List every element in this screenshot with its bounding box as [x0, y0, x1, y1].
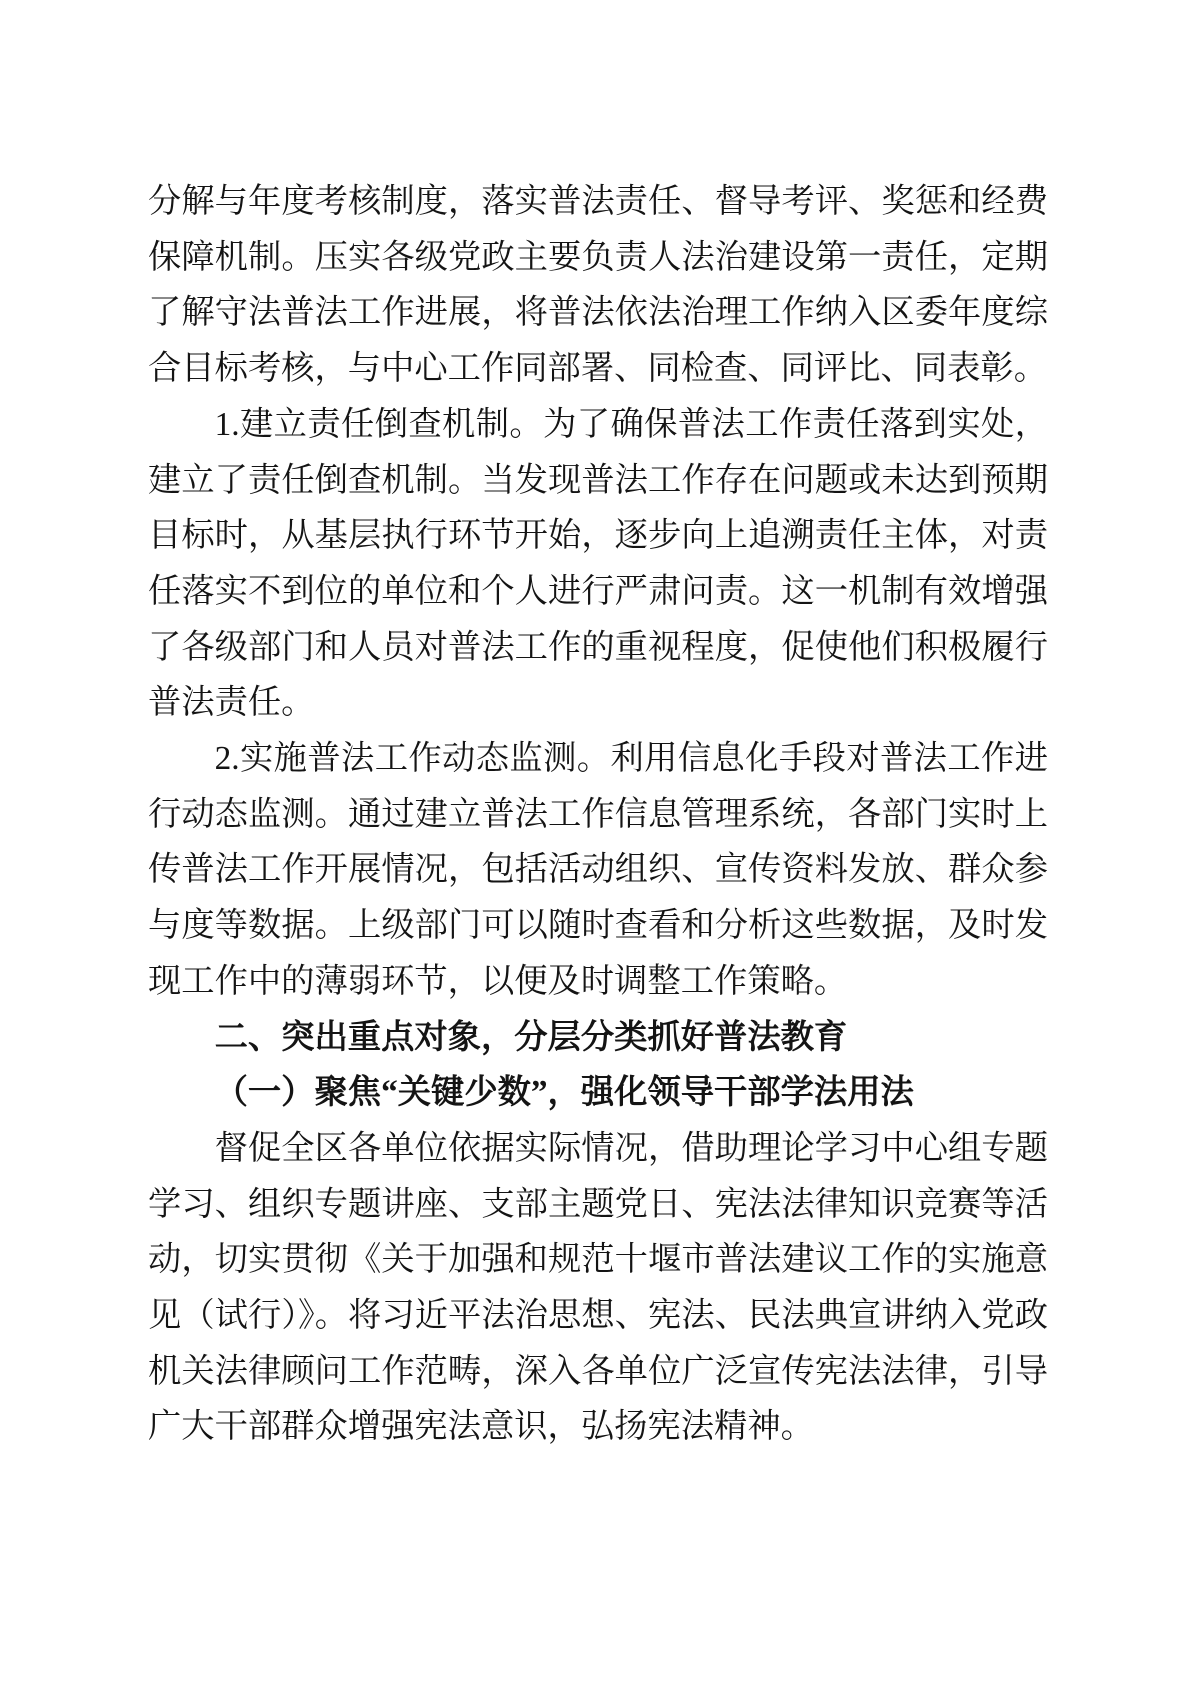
paragraph-continued-from-previous-page: 分解与年度考核制度，落实普法责任、督导考评、奖惩和经费保障机制。压实各级党政主要负责人法治建设第一责任，定期了解守法普法工作进展，将普法依法治理工作纳入区委年度综合目标考核，与中心工作同部署、同检查、同评比、同表彰。 — [148, 183, 1048, 388]
numbered-paragraph-2: 2.实施普法工作动态监测。利用信息化手段对普法工作进行动态监测。通过建立普法工作信息管理系统，各部门实时上传普法工作开展情况，包括活动组织、宣传资料发放、群众参与度等数据。上级部门可以随时查看和分析这些数据，及时发现工作中的薄弱环节，以便及时调整工作策略。 — [148, 740, 1048, 1000]
subsection-heading: （一）聚焦“关键少数”，强化领导干部学法用法 — [214, 1074, 914, 1112]
body-paragraph: 督促全区各单位依据实际情况，借助理论学习中心组专题学习、组织专题讲座、支部主题党日、宪法法律知识竞赛等活动，切实贯彻《关于加强和规范十堰市普法建议工作的实施意见（试行）》。将习近平法治思想、宪法、民法典宣讲纳入党政机关法律顾问工作范畴，深入各单位广泛宣传宪法法律，引导广大干部群众增强宪法意识，弘扬宪法精神。 — [148, 1129, 1048, 1446]
numbered-paragraph-1: 1.建立责任倒查机制。为了确保普法工作责任落到实处，建立了责任倒查机制。当发现普法工作存在问题或未达到预期目标时，从基层执行环节开始，逐步向上追溯责任主体，对责任落实不到位的单位和个人进行严肃问责。这一机制有效增强了各级部门和人员对普法工作的重视程度，促使他们积极履行普法责任。 — [148, 405, 1048, 722]
page-content — [148, 174, 1048, 1455]
section-heading: 二、突出重点对象，分层分类抓好普法教育 — [214, 1018, 848, 1056]
